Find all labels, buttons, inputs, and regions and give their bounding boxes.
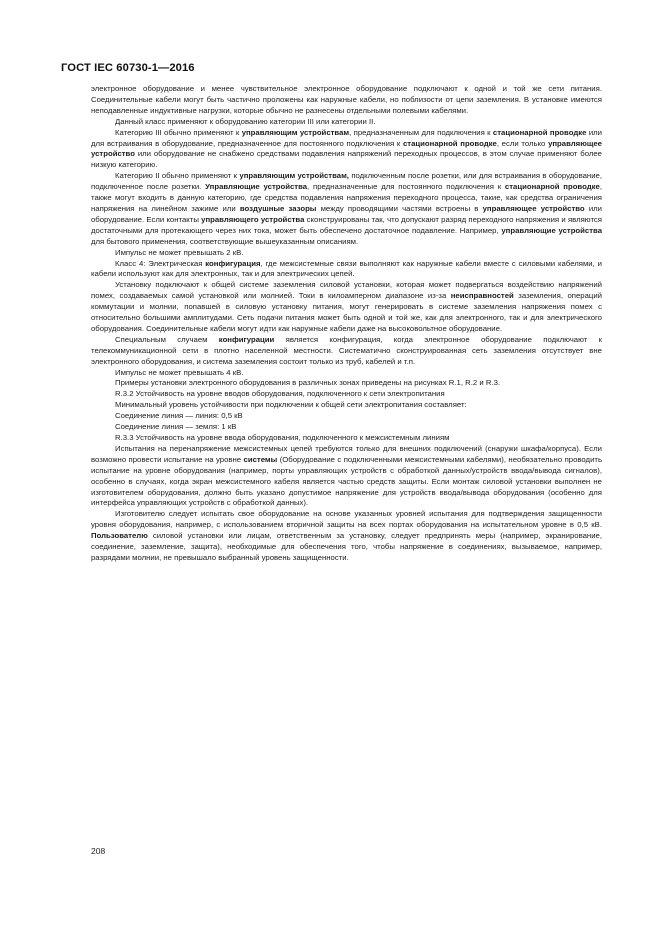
paragraph-text: силовой установки или лицам, ответственным за установку, следует предпринять меры (например, экранирование, соединение, заземление, защита), необходимые для обеспечения того, чтобы напряжение в соединениях, вызываемое, например, разрядами молнии, не превышало выбранный уровень защищенности. — [91, 531, 602, 562]
paragraph-text: , предназначенные для постоянного подключения к — [307, 182, 505, 192]
paragraph — [91, 335, 602, 368]
paragraph-text: подключенным после розетки, или для встраивания в оборудование, подключенное после розетки. — [91, 171, 602, 192]
bold-term: конфигурация — [205, 258, 261, 268]
bold-term: стационарной проводке — [504, 182, 600, 192]
paragraph-text: Соединение линия — линия: 0,5 кВ — [115, 411, 243, 421]
paragraph-text: (Оборудование с подключенными межсистемными кабелями), необязательно проводить испытание на уровне оборудования (например, порты управляющих устройств с обработкой данных/устройств ввода/вывода сигналов), особенно в случаях, когда экран межсистемного кабеля является частью средств защиты. Если монтаж силовой установки выполнен не изготовителем оборудования, должно быть указано допустимое напряжение для устройств ввода/вывода оборудования (особенно для интерфейса управляющих устройств с обработкой данных). — [91, 454, 602, 508]
paragraph-text: электронное оборудование и менее чувствительное электронное оборудование подключают к одной и той же сети питания. Соединительные кабели могут быть частично проложены как наружные кабели, но поблизости от цепи заземления. В установке имеются неподавленные индуктивные нагрузки, которые обычно не разнесены отдельными полевыми кабелями. — [91, 84, 602, 115]
paragraph — [91, 378, 602, 389]
paragraph-text: Изготовителю следует испытать свое оборудование на основе указанных уровней испытания для подтверждения защищенности уровня оборудования, например, с использованием вторичной защиты на всех портах оборудования на испытательном уровне в 0,5 кВ. — [91, 509, 602, 530]
paragraph-text: или оборудование. Если контакты — [91, 203, 603, 224]
page-number: 208 — [91, 846, 106, 856]
bold-term: стационарной проводке — [492, 127, 587, 137]
bold-term: воздушные зазоры — [239, 203, 317, 213]
document-header-title: ГОСТ IEC 60730-1—2016 — [61, 62, 195, 74]
paragraph-text: Данный класс применяют к оборудованию категории III или категории II. — [115, 116, 376, 126]
paragraph — [91, 389, 602, 400]
paragraph — [91, 259, 602, 281]
bold-term: управляющего устройства — [201, 214, 305, 224]
paragraph-text: Специальным случаем — [115, 334, 219, 344]
paragraph — [91, 433, 602, 444]
paragraph-text: Испытания на перенапряжение межсистемных цепей требуются только для внешних подключений (снаружи шкафа/корпуса). Если возможно провести испытание на уровне — [91, 443, 602, 464]
bold-term: управляющим устройствам, — [239, 171, 349, 181]
paragraph-text: или для встраивания в оборудование, предназначенное для постоянного подключения к — [91, 127, 602, 148]
paragraph-text: для бытового применения, соответствующие вышеуказанным описаниям. — [91, 236, 359, 246]
paragraph-text: заземления, операций коммутации и молнии, попавшей в силовую установку питания, могут генерировать в системе заземления напряжения помех с относительно большими амплитудами. Сеть подачи питания может быть одной и той же, как для электронного, так и для электрического оборудования. Соединительные кабели могут идти как наружные кабели даже на высоковольтное оборудование. — [91, 291, 602, 333]
paragraph-text: Соединение линия — земля: 1 кВ — [115, 422, 237, 432]
bold-term: управляющие устройства — [501, 225, 603, 235]
paragraph-text: Категорию II обычно применяют к — [115, 171, 240, 181]
paragraph-text: Импульс не может превышать 2 кВ. — [115, 247, 244, 257]
paragraph — [91, 248, 602, 259]
paragraph-text: , также могут входить в данную категорию, где средства подавления напряжения переходного процесса, такие, как средства ограничения напряжения на линейном зажиме или — [91, 182, 602, 213]
paragraph-text: R.3.2 Устойчивость на уровне вводов оборудования, подключенного к сети электропитания — [115, 389, 445, 399]
paragraph-text: сконструированы так, что допускают разряд переходного напряжения и являются достаточными для протекающего через них тока, может быть обеспечено достаточное подавление. Например, — [91, 214, 602, 235]
paragraph — [91, 422, 602, 433]
paragraph-text: Класс 4: Электрическая — [115, 258, 206, 268]
paragraph — [91, 444, 602, 509]
paragraph-text: Импульс не может превышать 4 кВ. — [115, 367, 244, 377]
bold-term: системы — [243, 454, 278, 464]
paragraph-text: , предназначенным для подключения к — [349, 127, 493, 137]
paragraph — [91, 128, 602, 172]
paragraph — [91, 368, 602, 379]
bold-term: управляющее устройство — [91, 138, 602, 159]
paragraph-text: Минимальный уровень устойчивости при подключении к общей сети электропитания составляет: — [115, 400, 467, 410]
paragraph — [91, 411, 602, 422]
paragraph — [91, 171, 602, 247]
bold-term: Пользователю — [91, 531, 148, 541]
paragraph — [91, 280, 602, 335]
paragraph-text: Примеры установки электронного оборудования в различных зонах приведены на рисунках R.1, R.2 и R.3. — [115, 378, 501, 388]
paragraph — [91, 84, 602, 117]
paragraph-text: Установку подключают к общей системе заземления силовой установки, которая может подвергаться воздействию напряжений помех, создаваемых самой установкой или молнией. Токи в килоамперном диапазоне из-за — [91, 280, 602, 301]
bold-term: неисправностей — [450, 291, 514, 301]
paragraph-text: , где межсистемные связи выполняют как наружные кабели вместе с силовыми кабелями, и кабели используют как для электронных, так и для электрических цепей. — [91, 258, 602, 279]
bold-term: управляющее устройство — [482, 203, 585, 213]
paragraph-text: , если только — [496, 138, 549, 148]
paragraph-text: R.3.3 Устойчивость на уровне ввода оборудования, подключенного к межсистемным линиям — [115, 433, 450, 442]
paragraph-text: или оборудование не снабжено средствами подавления напряжений переходных процессов, в этом случае применяют более низкую категорию. — [91, 149, 602, 170]
bold-term: управляющим устройствам — [241, 127, 350, 137]
paragraph — [91, 509, 602, 564]
bold-term: стационарной проводке — [402, 138, 497, 148]
paragraph — [91, 400, 602, 411]
document-body-text — [91, 84, 602, 564]
paragraph-text: Категорию III обычно применяют к — [115, 127, 242, 137]
paragraph — [91, 117, 602, 128]
bold-term: конфигурации — [218, 334, 275, 344]
paragraph-text: между проводящими частями встроены в — [316, 203, 483, 213]
paragraph-text: является конфигурация, когда электронное оборудование подключают к телекоммуникационной сети в плотно населенной местности. Систематично сконструированная сеть заземления отсутствует вне электронного оборудования, и система заземления состоит только из труб, кабелей и т.п. — [91, 334, 602, 366]
bold-term: Управляющие устройства — [205, 182, 308, 192]
